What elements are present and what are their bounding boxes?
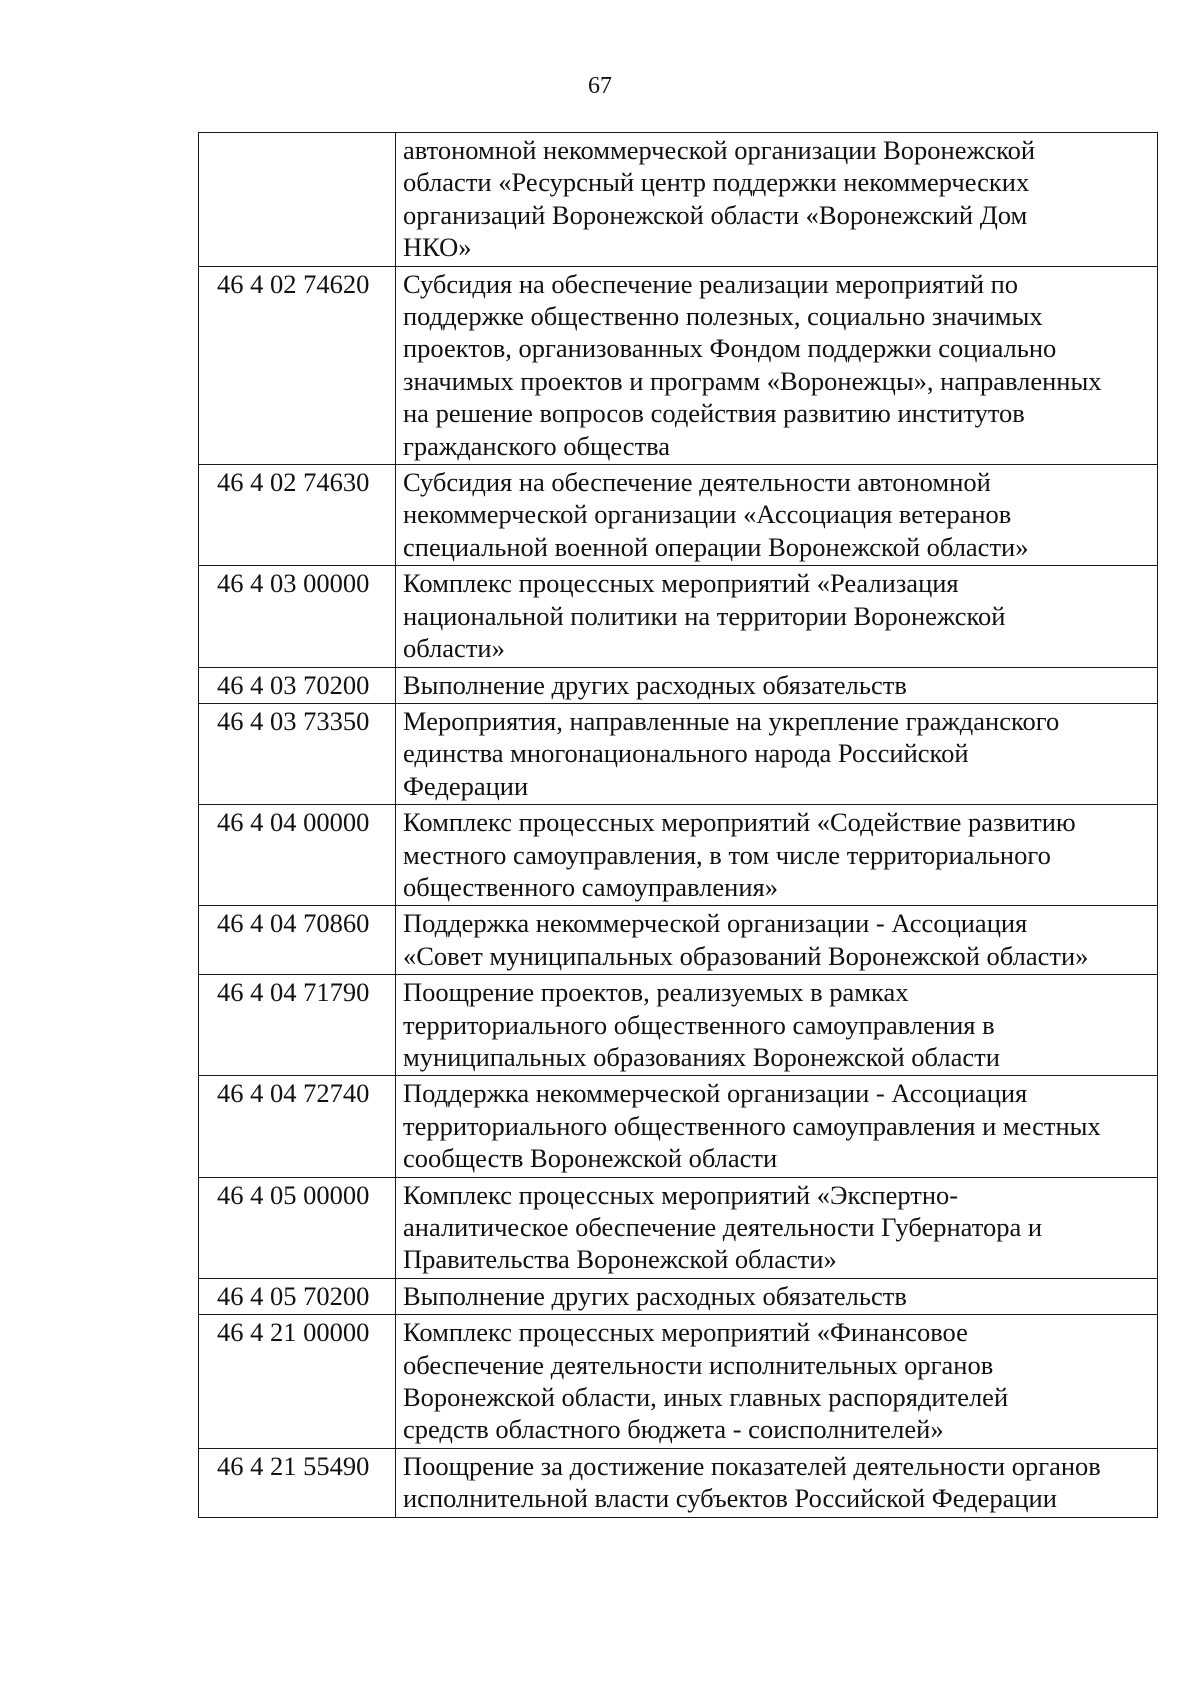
budget-code-cell: 46 4 21 55490 — [199, 1448, 396, 1517]
budget-code-cell: 46 4 05 70200 — [199, 1278, 396, 1314]
description-line: на решение вопросов содействия развитию институтов — [403, 398, 1025, 429]
description-line: «Совет муниципальных образований Воронежской области» — [403, 940, 1089, 971]
description-line: Комплекс процессных мероприятий «Финансовое — [403, 1317, 968, 1348]
table-row — [199, 1315, 1158, 1449]
description-line: области» — [403, 633, 505, 664]
table-row — [199, 906, 1158, 975]
description-line: территориального общественного самоуправления в — [403, 1009, 995, 1040]
description-line: средств областного бюджета - соисполнителей» — [403, 1414, 944, 1445]
description-line: Мероприятия, направленные на укрепление гражданского — [403, 705, 1060, 736]
description-line: Комплекс процессных мероприятий «Реализация — [403, 568, 959, 599]
description-line: Субсидия на обеспечение деятельности автономной — [403, 467, 991, 498]
budget-code-cell: 46 4 03 00000 — [199, 566, 396, 667]
description-line: Поддержка некоммерческой организации - Ассоциация — [403, 908, 1028, 939]
description-line: поддержке общественно полезных, социально значимых — [403, 301, 1043, 332]
description-line: НКО» — [403, 232, 472, 263]
description-line: Субсидия на обеспечение реализации мероприятий по — [403, 268, 1019, 299]
description-cell — [396, 1315, 1158, 1449]
table-row — [199, 1278, 1158, 1314]
budget-code-cell: 46 4 04 72740 — [199, 1076, 396, 1177]
description-line: единства многонационального народа Российской — [403, 738, 969, 769]
table-row — [199, 975, 1158, 1076]
description-line: проектов, организованных Фондом поддержки социально — [403, 333, 1057, 364]
description-line: некоммерческой организации «Ассоциация ветеранов — [403, 499, 1012, 530]
table-row — [199, 465, 1158, 566]
budget-code-cell: 46 4 05 00000 — [199, 1177, 396, 1278]
description-line: Поощрение проектов, реализуемых в рамках — [403, 977, 909, 1008]
description-line: национальной политики на территории Воронежской — [403, 600, 1006, 631]
description-line: обеспечение деятельности исполнительных органов — [403, 1349, 994, 1380]
description-cell — [396, 906, 1158, 975]
description-cell — [396, 975, 1158, 1076]
description-line: специальной военной операции Воронежской области» — [403, 531, 1029, 562]
table-row — [199, 1177, 1158, 1278]
description-line: Комплекс процессных мероприятий «Содействие развитию — [403, 807, 1076, 838]
budget-code-cell: 46 4 04 71790 — [199, 975, 396, 1076]
description-cell — [396, 133, 1158, 267]
description-line: Выполнение других расходных обязательств — [403, 669, 907, 700]
description-cell — [396, 1076, 1158, 1177]
table-row — [199, 703, 1158, 804]
budget-code-cell: 46 4 03 73350 — [199, 703, 396, 804]
description-line: территориального общественного самоуправления и местных — [403, 1110, 1101, 1141]
description-line: общественного самоуправления» — [403, 871, 778, 902]
description-cell — [396, 703, 1158, 804]
description-line: Поощрение за достижение показателей деятельности органов — [403, 1450, 1101, 1481]
page-number: 67 — [588, 73, 612, 99]
table-row — [199, 133, 1158, 267]
description-line: Выполнение других расходных обязательств — [403, 1280, 907, 1311]
table-row — [199, 1448, 1158, 1517]
budget-code-cell: 46 4 04 00000 — [199, 805, 396, 906]
description-line: муниципальных образованиях Воронежской области — [403, 1041, 1000, 1072]
budget-classification-table — [198, 132, 1158, 1518]
description-cell — [396, 566, 1158, 667]
table-row — [199, 667, 1158, 703]
description-line: местного самоуправления, в том числе территориального — [403, 839, 1051, 870]
description-line: значимых проектов и программ «Воронежцы», направленных — [403, 365, 1102, 396]
description-line: Поддержка некоммерческой организации - Ассоциация — [403, 1078, 1028, 1109]
description-line: Правительства Воронежской области» — [403, 1244, 837, 1275]
table-body — [199, 133, 1158, 1518]
table-row — [199, 566, 1158, 667]
description-cell — [396, 1448, 1158, 1517]
description-line: исполнительной власти субъектов Российской Федерации — [403, 1483, 1057, 1514]
description-line: автономной некоммерческой организации Воронежской — [403, 135, 1036, 165]
description-line: организаций Воронежской области «Воронежский Дом — [403, 199, 1028, 230]
budget-code-cell: 46 4 21 00000 — [199, 1315, 396, 1449]
description-cell — [396, 1278, 1158, 1314]
description-cell — [396, 667, 1158, 703]
description-line: гражданского общества — [403, 430, 671, 461]
budget-code-cell: 46 4 03 70200 — [199, 667, 396, 703]
description-line: сообществ Воронежской области — [403, 1143, 778, 1174]
description-line: Федерации — [403, 770, 529, 801]
budget-code-cell — [199, 133, 396, 267]
description-cell — [396, 465, 1158, 566]
budget-code-cell: 46 4 04 70860 — [199, 906, 396, 975]
description-line: аналитическое обеспечение деятельности Губернатора и — [403, 1212, 1043, 1242]
budget-code-cell: 46 4 02 74630 — [199, 465, 396, 566]
table-row — [199, 1076, 1158, 1177]
description-cell — [396, 805, 1158, 906]
description-line: области «Ресурсный центр поддержки некоммерческих — [403, 167, 1030, 198]
table-row — [199, 266, 1158, 464]
description-cell — [396, 266, 1158, 464]
table-row — [199, 805, 1158, 906]
description-line: Воронежской области, иных главных распорядителей — [403, 1382, 1009, 1413]
budget-code-cell: 46 4 02 74620 — [199, 266, 396, 464]
description-cell — [396, 1177, 1158, 1278]
description-line: Комплекс процессных мероприятий «Экспертно- — [403, 1179, 959, 1210]
